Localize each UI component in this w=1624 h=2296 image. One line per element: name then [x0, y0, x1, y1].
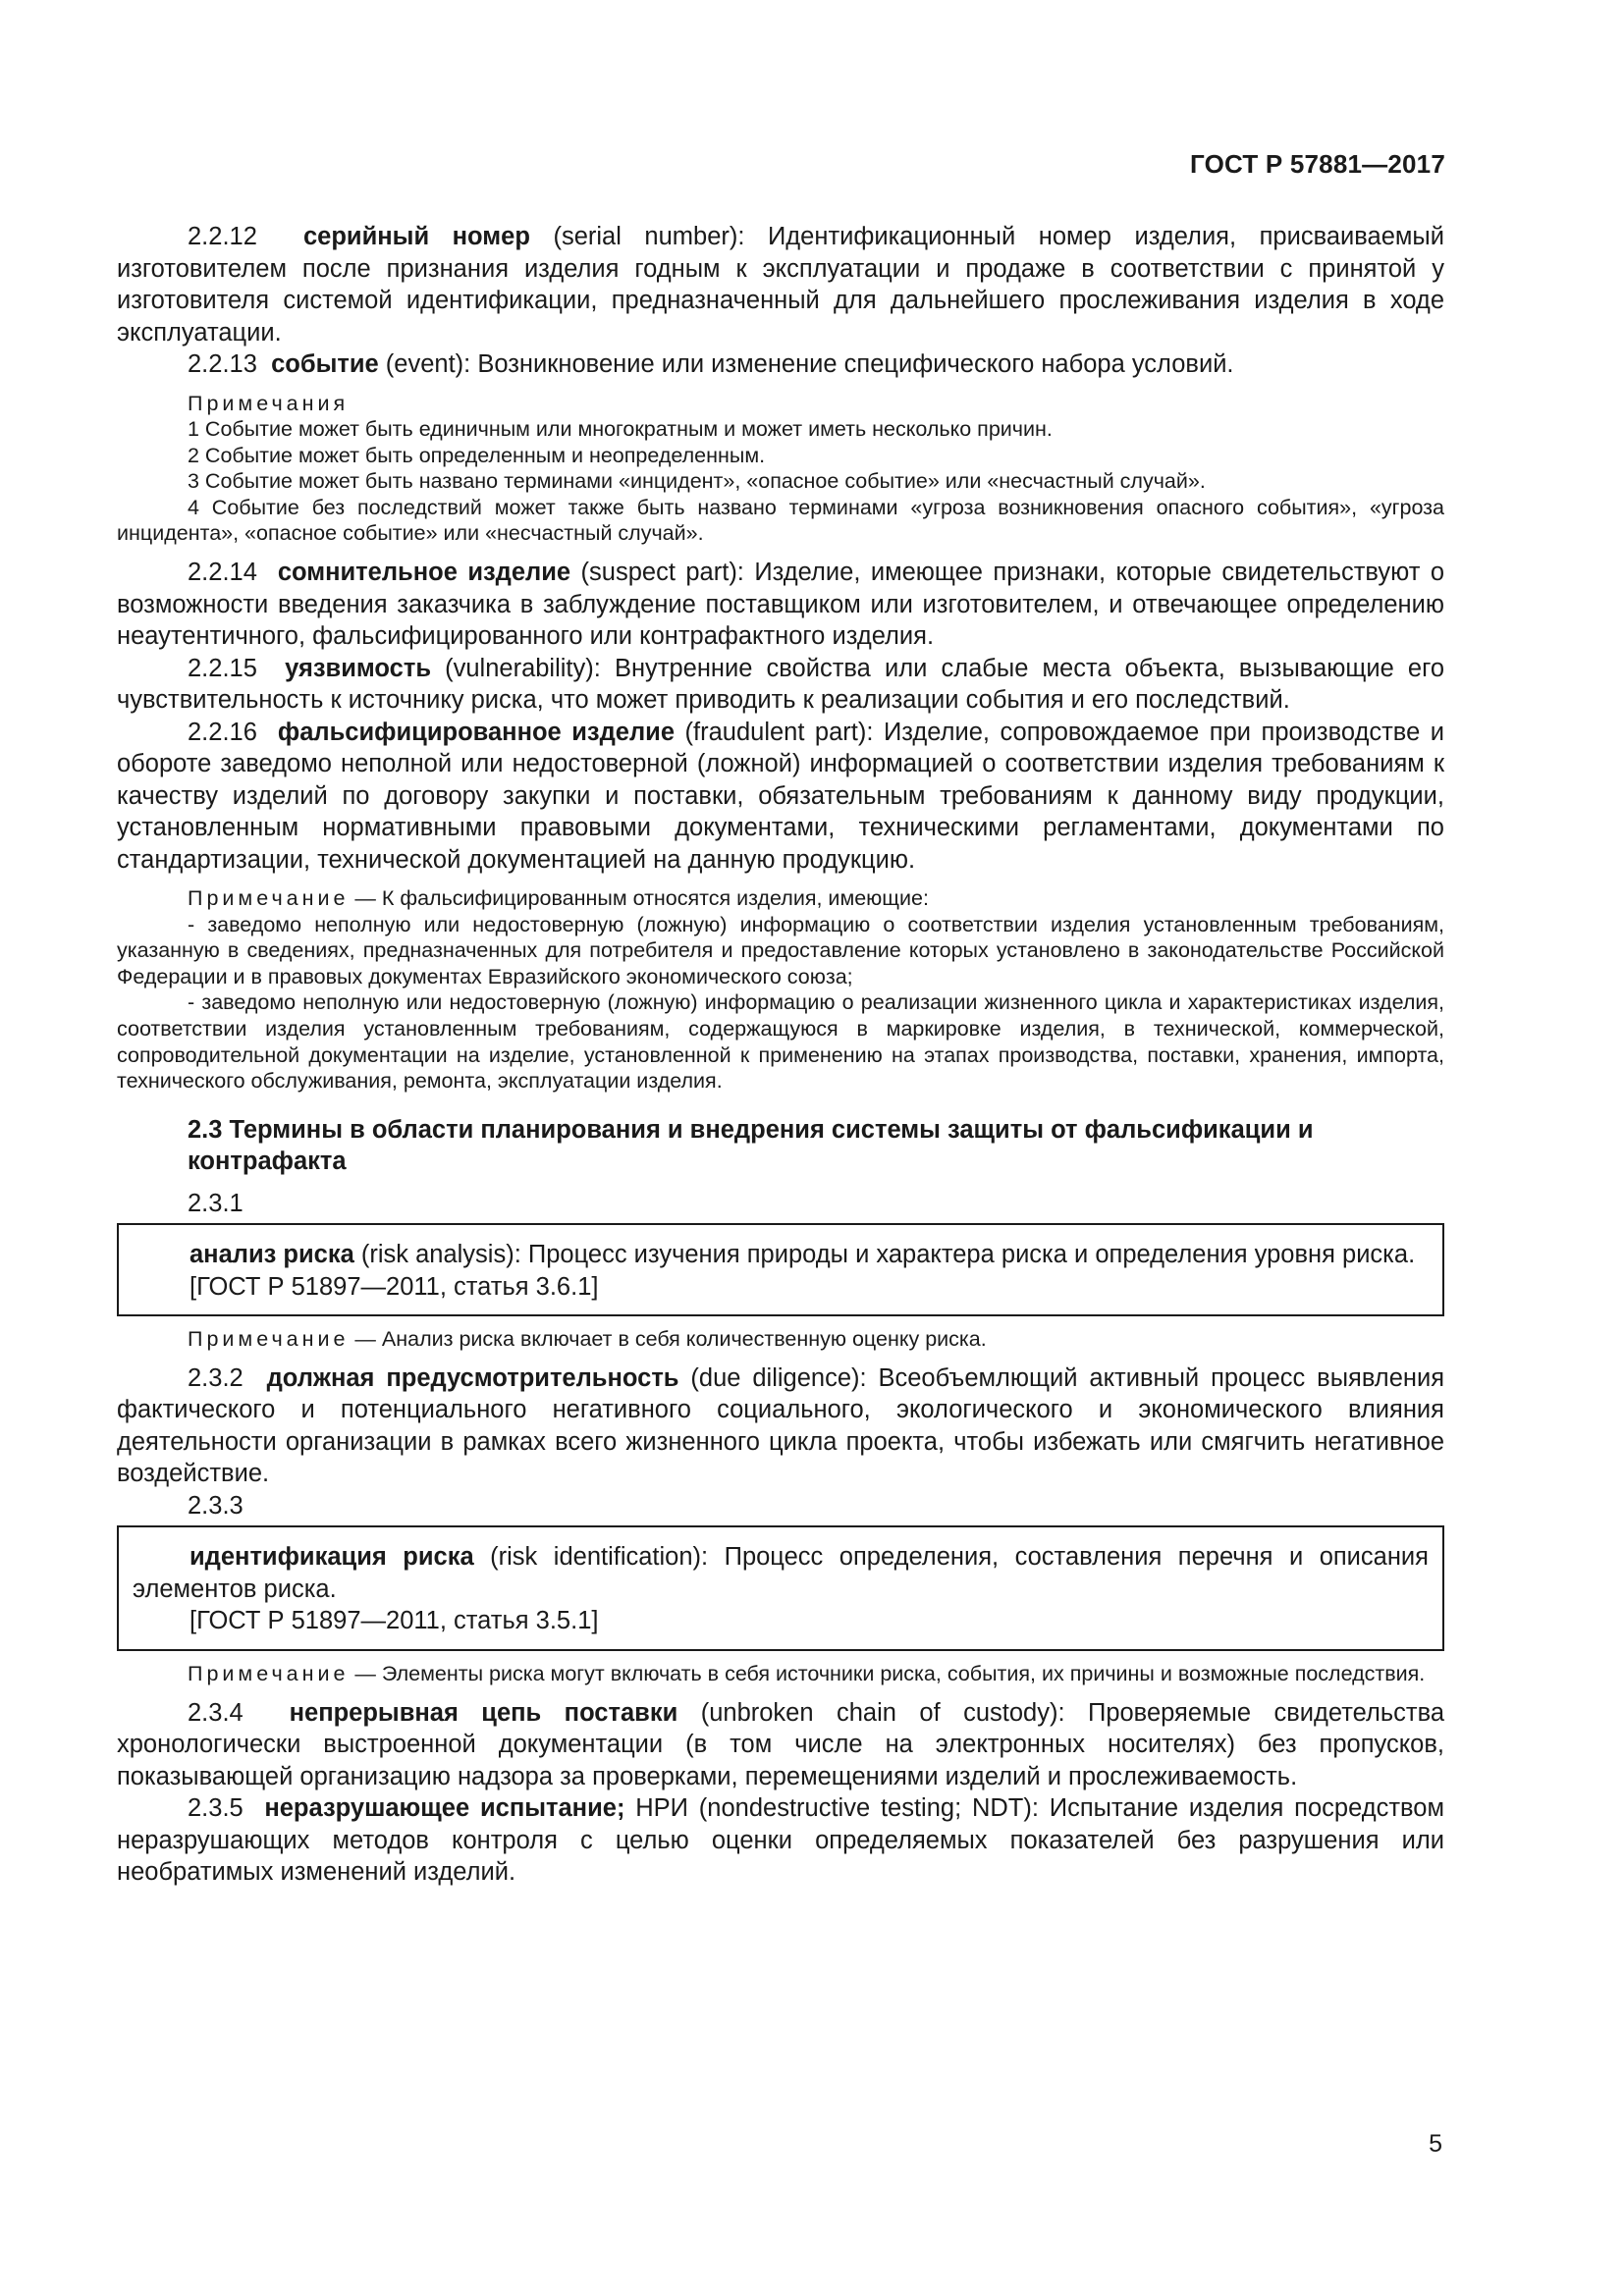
- term-definition: НРИ (nondestructive testing; NDT): Испытание изделия посредством неразрушающих методов контроля с целью оценки определяемых показателей без разрушения или необратимых изменений изделий.: [117, 1794, 1444, 1886]
- term-number-2-3-1: 2.3.1: [188, 1189, 244, 1217]
- term-number-2-3-3: 2.3.3: [188, 1491, 244, 1520]
- term-2-3-1: [133, 1239, 1429, 1271]
- note-item: 2 Событие может быть определенным и неопределенным.: [188, 443, 766, 467]
- term-title: серийный номер: [302, 223, 530, 250]
- definition-box: [117, 1223, 1444, 1316]
- term-definition: (unbroken chain of custody): Проверяемые свидетельства хронологически выстроенной документации (в том числе на электронных носителях) без пропусков, показывающей организацию надзора за проверками, перемещениями изделий и прослеживаемость.: [117, 1698, 1445, 1790]
- term-title: должная предусмотрительность: [266, 1363, 679, 1392]
- term-number: 2.2.16: [188, 718, 257, 746]
- term-definition: (serial number): Идентификационный номер изделия, присваиваемый изготовителем после признания изделия годным к эксплуатации и продаже в соответствии с принятой у изготовителя системой идентификации, предназначенный для дальнейшего прослеживания изделия в ходе эксплуатации.: [117, 223, 1445, 347]
- term-definition: (event): Возникновение или изменение специфического набора условий.: [378, 350, 1234, 378]
- page-number: 5: [1429, 2130, 1442, 2158]
- term-definition: (due diligence): Всеобъемлющий активный процесс выявления фактического и потенциального негативного социального, экологического и экономического влияния деятельности организации в рамках всего жизненного цикла проекта, чтобы избежать или смягчить негативное воздействие.: [117, 1363, 1445, 1488]
- note-label: Примечание: [188, 1327, 350, 1352]
- term-definition: (fraudulent part): Изделие, сопровождаемое при производстве и обороте заведомо неполной или недостоверной (ложной) информацией о соответствии изделия требованиям к качеству изделий по договору закупки и поставки, обязательным требованиям к данному виду продукции, установленным нормативными правовыми документами, техническими регламентами, документами по стандартизации, технической документацией на данную продукцию.: [117, 718, 1445, 874]
- term-2-2-12: [117, 221, 1444, 348]
- term-title: идентификация риска: [189, 1543, 474, 1572]
- term-2-2-13: [117, 348, 1444, 381]
- term-definition: (suspect part): Изделие, имеющее признаки, которые свидетельствуют о возможности введения заказчика в заблуждение поставщиком или изготовителем, и отвечающее определению неаутентичного, фальсифицированного или контрафактного изделия.: [117, 559, 1445, 651]
- note-2-2-16: [117, 885, 1444, 912]
- term-2-2-15: [117, 653, 1444, 717]
- term-number: 2.3.2: [188, 1363, 244, 1392]
- term-number: 2.3.4: [188, 1698, 244, 1727]
- note-item: - заведомо неполную или недостоверную (ложную) информацию о соответствии изделия установленным требованиям, указанную в сведениях, предназначенных для потребителя и предоставление которых установлено в законодательстве Российской Федерации и в правовых документах Евразийского экономического союза;: [117, 912, 1444, 988]
- term-number: 2.2.12: [188, 223, 257, 250]
- notes-heading: Примечания: [188, 391, 350, 415]
- term-2-3-2: [117, 1362, 1444, 1490]
- page-content: [117, 221, 1444, 1889]
- term-title: событие: [271, 350, 379, 378]
- term-2-3-4: [117, 1697, 1444, 1793]
- section-title: 2.3 Термины в области планирования и внедрения системы защиты от фальсификации и контрафакта: [188, 1115, 1314, 1176]
- note-item: 3 Событие может быть названо терминами «инцидент», «опасное событие» или «несчастный случай».: [188, 469, 1206, 494]
- term-title: сомнительное изделие: [277, 559, 571, 587]
- term-2-3-3: [133, 1541, 1429, 1605]
- note-text: — К фальсифицированным относятся изделия, имеющие:: [349, 886, 929, 911]
- term-title: уязвимость: [285, 654, 432, 682]
- term-number: 2.2.14: [188, 559, 257, 587]
- term-title: неразрушающее испытание;: [264, 1794, 625, 1822]
- term-number: 2.2.13: [188, 350, 257, 378]
- term-2-2-14: [117, 557, 1444, 653]
- term-2-3-5: [117, 1792, 1444, 1889]
- note-2-3-3: [117, 1661, 1444, 1687]
- term-title: фальсифицированное изделие: [277, 718, 676, 746]
- note-item: 1 Событие может быть единичным или многократным и может иметь несколько причин.: [188, 417, 1053, 442]
- term-number: 2.3.5: [188, 1794, 244, 1822]
- term-definition: (vulnerability): Внутренние свойства или слабые места объекта, вызывающие его чувствительность к источнику риска, что может приводить к реализации события и его последствий.: [117, 654, 1444, 715]
- term-2-2-16: [117, 717, 1444, 877]
- term-title: анализ риска: [189, 1241, 354, 1269]
- note-item: 4 Событие без последствий может также быть названо терминами «угроза возникновения опасного события», «угроза инцидента», «опасное событие» или «несчастный случай».: [117, 495, 1444, 546]
- term-title: непрерывная цепь поставки: [289, 1698, 678, 1727]
- note-text: — Элементы риска могут включать в себя источники риска, события, их причины и возможные последствия.: [349, 1661, 1426, 1685]
- note-item: - заведомо неполную или недостоверную (ложную) информацию о реализации жизненного цикла и характеристиках изделия, соответствии изделия установленным требованиям, содержащуюся в маркировке изделия, в технической, коммерческой, сопроводительной документации на изделие, установленной к применению на этапах производства, поставки, хранения, импорта, технического обслуживания, ремонта, эксплуатации изделия.: [117, 990, 1444, 1094]
- note-label: Примечание: [188, 1661, 350, 1685]
- term-definition: (risk analysis): Процесс изучения природы и характера риска и определения уровня риска.: [353, 1241, 1416, 1269]
- standard-code: ГОСТ Р 57881—2017: [1190, 149, 1445, 179]
- definition-box: [117, 1525, 1444, 1651]
- term-definition: (risk identification): Процесс определения, составления перечня и описания элементов риска.: [133, 1543, 1429, 1603]
- note-text: — Анализ риска включает в себя количественную оценку риска.: [349, 1327, 987, 1352]
- note-2-3-1: [117, 1326, 1444, 1353]
- term-number: 2.2.15: [188, 654, 257, 682]
- term-source: [ГОСТ Р 51897—2011, статья 3.5.1]: [189, 1607, 599, 1635]
- term-source: [ГОСТ Р 51897—2011, статья 3.6.1]: [189, 1272, 599, 1301]
- note-label: Примечание: [188, 886, 350, 911]
